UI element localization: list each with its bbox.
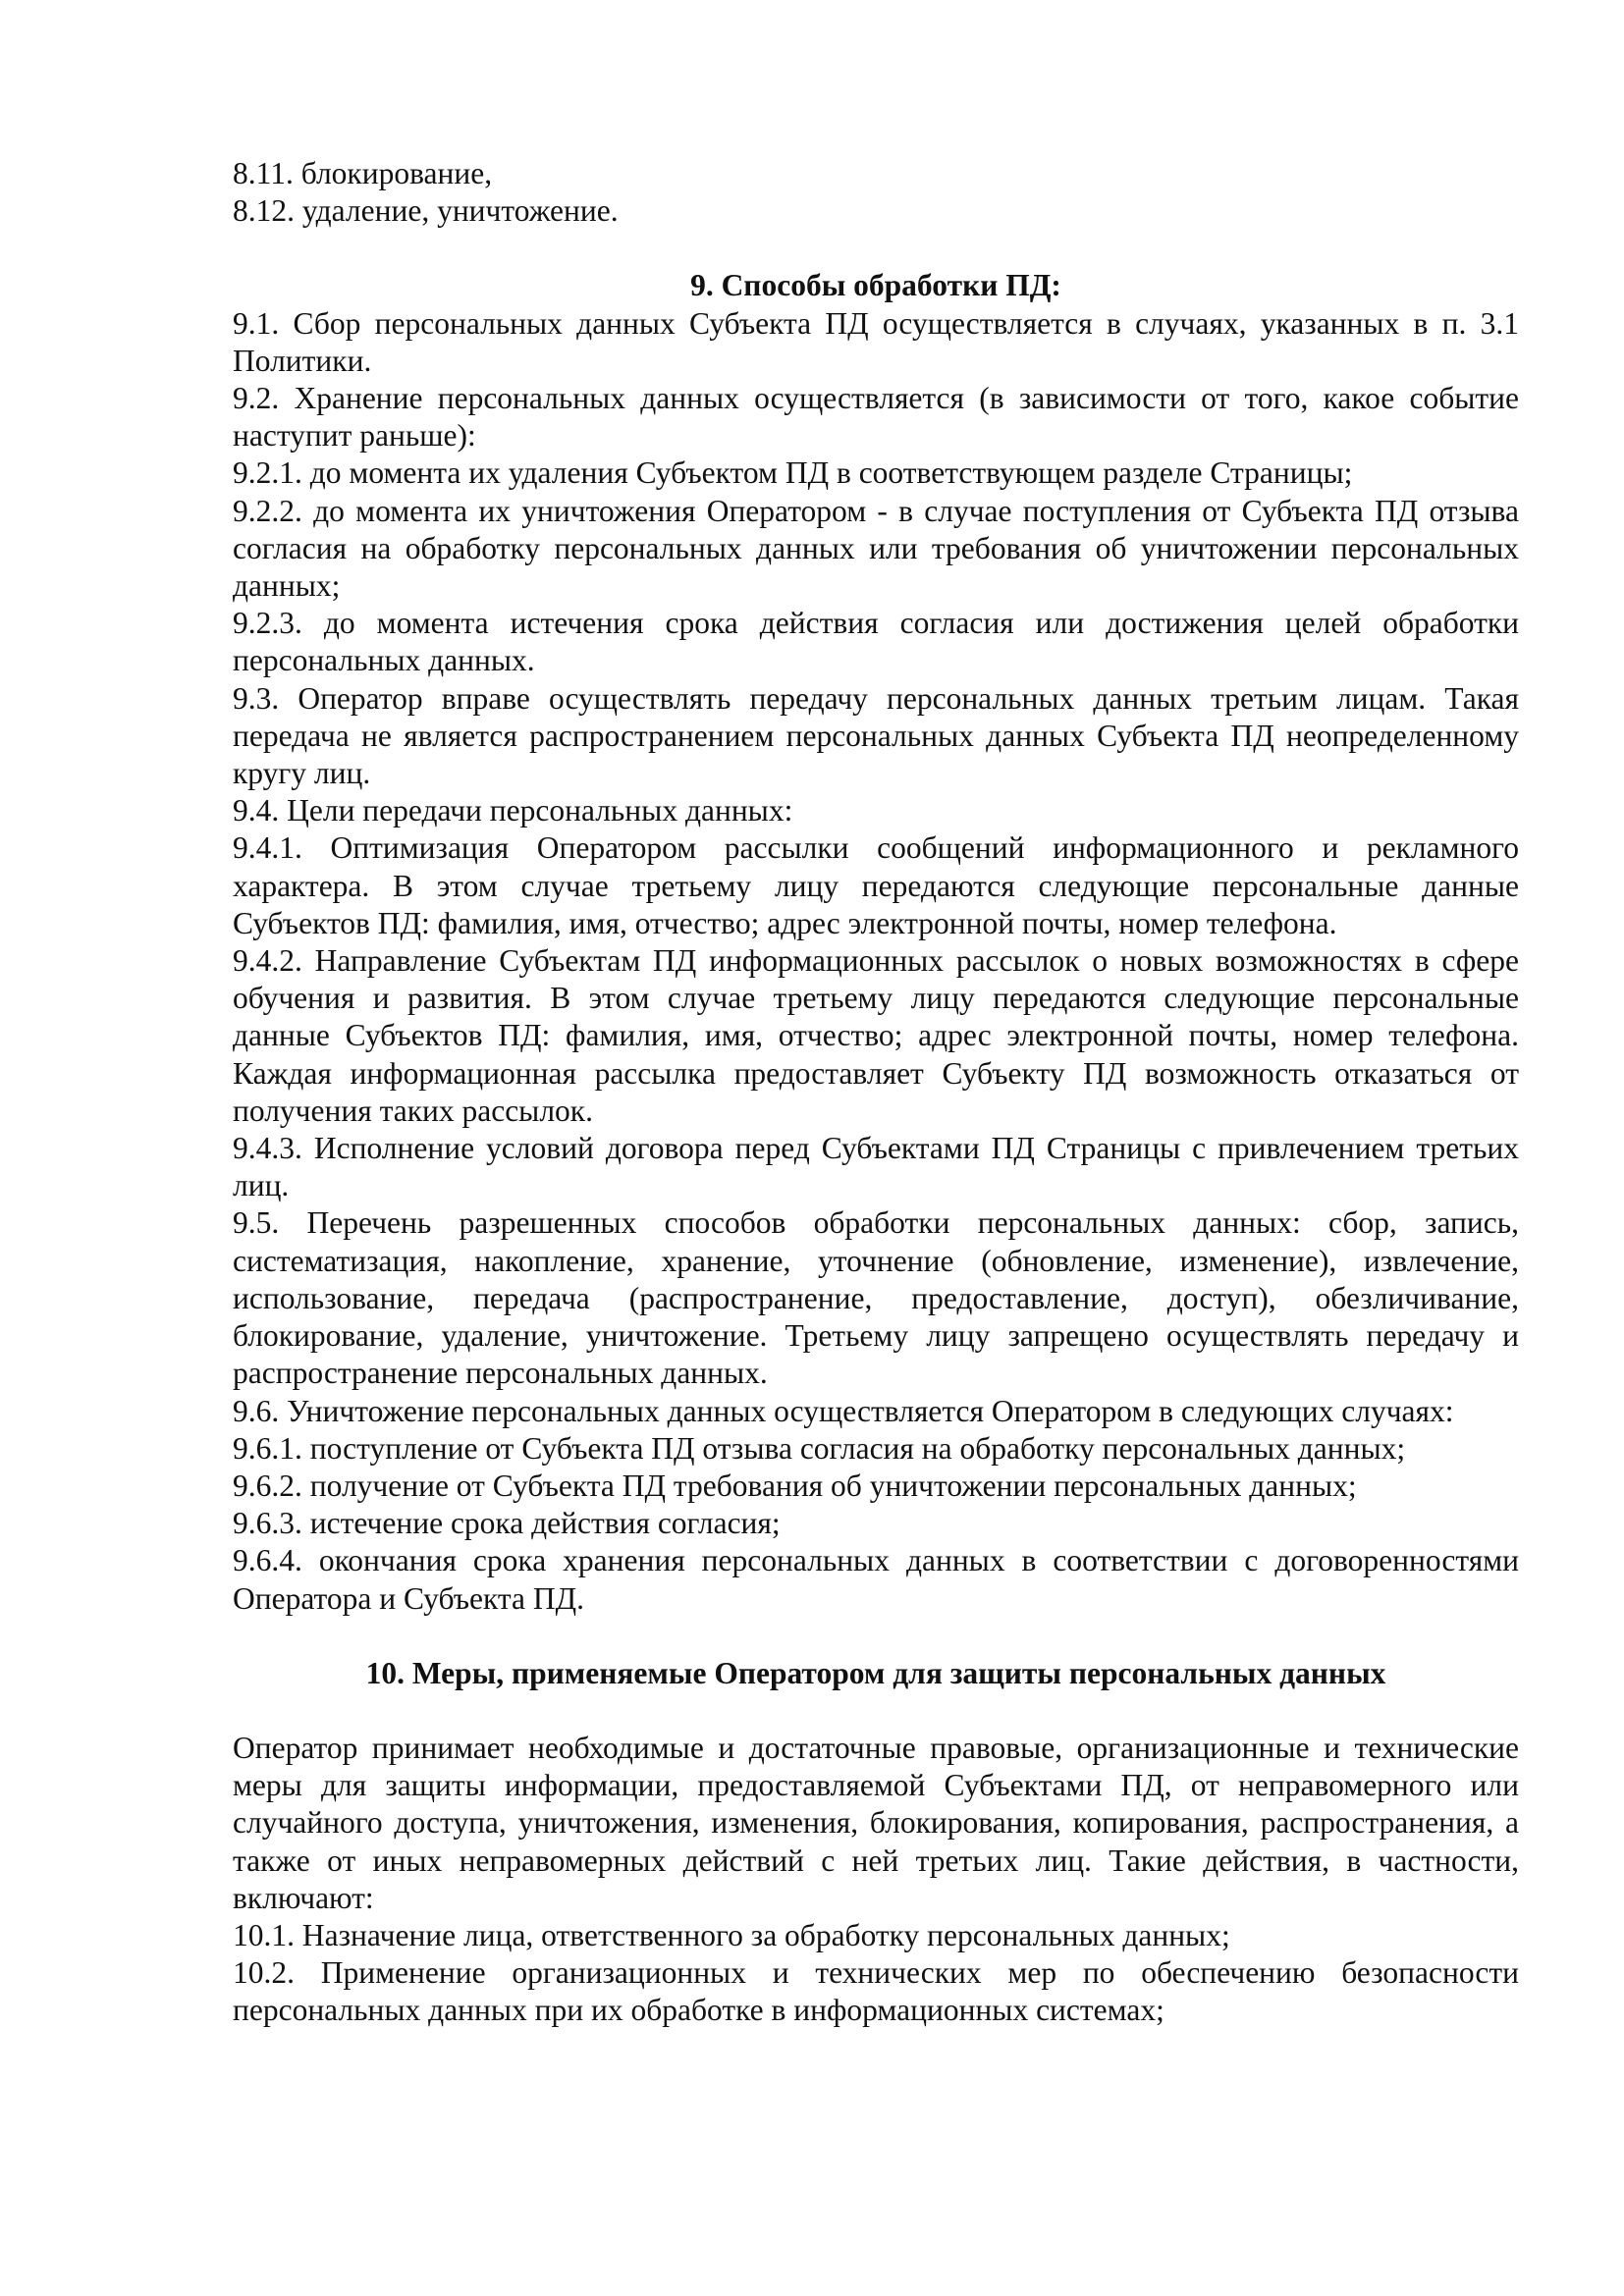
paragraph: 9.6.3. истечение срока действия согласия; <box>233 1506 781 1541</box>
paragraph: 9.4.1. Оптимизация Оператором рассылки сообщений информационного и рекламного характера. В этом случае третьему лицу передаются следующие персональные данные Субъектов ПД: фамилия, имя, отчество; адрес электронной почты, номер телефона. <box>233 830 1519 940</box>
paragraph: 9.6.1. поступление от Субъекта ПД отзыва согласия на обработку персональных данных; <box>233 1430 1406 1466</box>
paragraph: 9.4.3. Исполнение условий договора перед Субъектами ПД Страницы с привлечением третьих лиц. <box>233 1131 1519 1203</box>
paragraph: 9.2.1. до момента их удаления Субъектом ПД в соответствующем разделе Страницы; <box>233 455 1353 491</box>
paragraph: 9.2.2. до момента их уничтожения Оператором - в случае поступления от Субъекта ПД отзыва согласия на обработку персональных данных или требования об уничтожении персональных данных; <box>233 493 1519 604</box>
paragraph: 9.1. Сбор персональных данных Субъекта ПД осуществляется в случаях, указанных в п. 3.1 Политики. <box>233 305 1519 378</box>
spacer <box>233 1692 1519 1730</box>
list-item: 8.12. удаление, уничтожение. <box>233 193 619 229</box>
spacer <box>233 230 1519 267</box>
paragraph: 9.6.2. получение от Субъекта ПД требования об уничтожении персональных данных; <box>233 1468 1357 1503</box>
paragraph: 10.2. Применение организационных и технических мер по обеспечению безопасности персональных данных при их обработке в информационных системах; <box>233 1955 1519 2028</box>
paragraph: 9.6.4. окончания срока хранения персональных данных в соответствии с договоренностями Оператора и Субъекта ПД. <box>233 1543 1519 1616</box>
list-item: 8.11. блокирование, <box>233 156 493 190</box>
spacer <box>233 1618 1519 1655</box>
section-heading: 10. Меры, применяемые Оператором для защиты персональных данных <box>365 1655 1386 1690</box>
paragraph: 9.2.3. до момента истечения срока действия согласия или достижения целей обработки персональных данных. <box>233 606 1519 678</box>
paragraph: Оператор принимает необходимые и достаточные правовые, организационные и технические меры для защиты информации, предоставляемой Субъектами ПД, от неправомерного или случайного доступа, уничтожения, изменения, блокирования, копирования, распространения, а также от иных неправомерных действий с ней третьих лиц. Такие действия, в частности, включают: <box>233 1730 1519 1915</box>
section-heading: 9. Способы обработки ПД: <box>690 268 1061 303</box>
paragraph: 9.5. Перечень разрешенных способов обработки персональных данных: сбор, запись, систематизация, накопление, хранение, уточнение (обновление, изменение), извлечение, использование, передача (распространение, предоставление, доступ), обезличивание, блокирование, удаление, уничтожение. Третьему лицу запрещено осуществлять передачу и распространение персональных данных. <box>233 1205 1519 1391</box>
paragraph: 9.2. Хранение персональных данных осуществляется (в зависимости от того, какое событие наступит раньше): <box>233 381 1519 454</box>
paragraph: 9.3. Оператор вправе осуществлять передачу персональных данных третьим лицам. Такая передача не является распространением персональных данных Субъекта ПД неопределенному кругу лиц. <box>233 680 1519 791</box>
paragraph: 9.4.2. Направление Субъектам ПД информационных рассылок о новых возможностях в сфере обучения и развития. В этом случае третьему лицу передаются следующие персональные данные Субъектов ПД: фамилия, имя, отчество; адрес электронной почты, номер телефона. Каждая информационная рассылка предоставляет Субъекту ПД возможность отказаться от получения таких рассылок. <box>233 943 1519 1128</box>
paragraph: 10.1. Назначение лица, ответственного за обработку персональных данных; <box>233 1917 1230 1952</box>
paragraph: 9.6. Уничтожение персональных данных осуществляется Оператором в следующих случаях: <box>233 1393 1454 1428</box>
paragraph: 9.4. Цели передачи персональных данных: <box>233 793 793 828</box>
document-page <box>233 155 1519 2030</box>
